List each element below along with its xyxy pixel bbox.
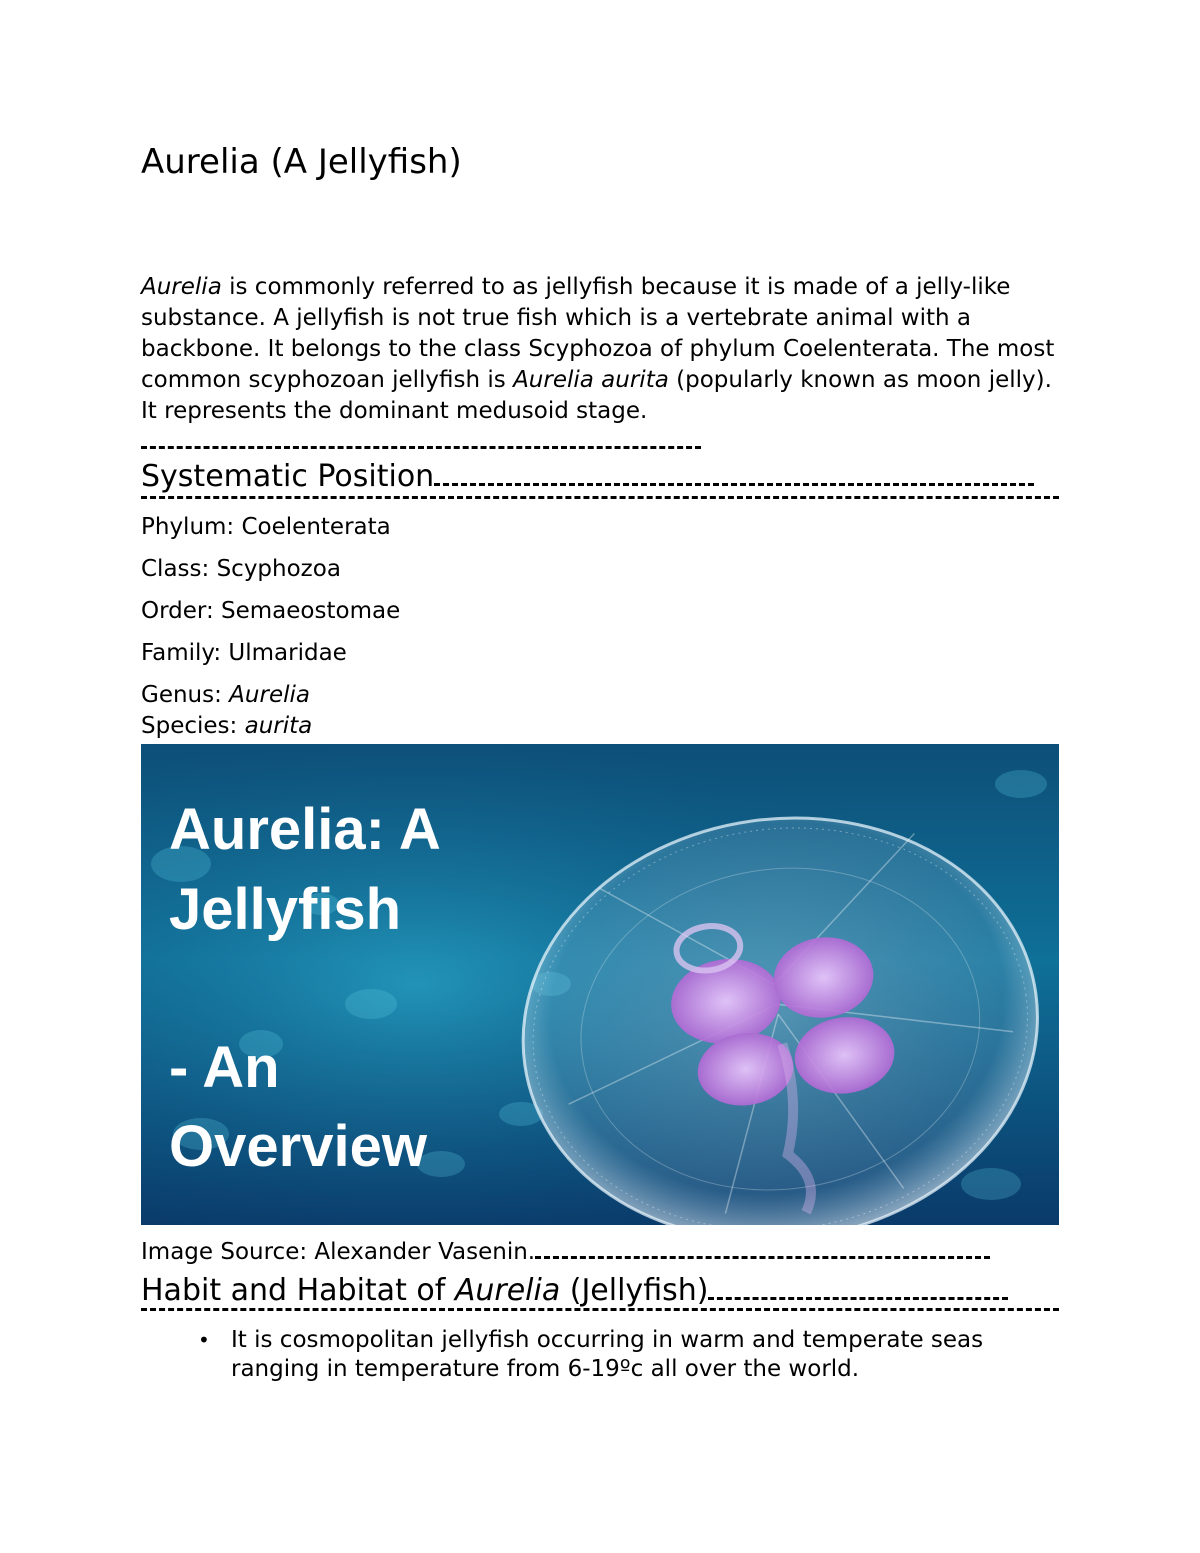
taxon-class-value: Scyphozoa (216, 556, 341, 582)
habitat-bottom-rule (141, 1308, 1059, 1311)
document-title: Aurelia (A Jellyfish) (141, 142, 462, 182)
taxon-phylum-value: Coelenterata (241, 514, 391, 540)
taxon-family (141, 638, 347, 669)
systematic-bottom-rule (141, 496, 1059, 499)
overlay-text-line-2: Jellyfish (169, 877, 402, 942)
taxon-family-label: Family: (141, 640, 229, 666)
systematic-heading-rule (434, 483, 1034, 486)
taxon-genus-label: Genus: (141, 682, 230, 708)
taxon-class (141, 554, 341, 585)
taxon-family-value: Ulmaridae (228, 640, 347, 666)
intro-term-aurelia: Aurelia (141, 274, 222, 300)
habitat-heading-suffix: (Jellyfish) (560, 1273, 709, 1308)
systematic-heading: Systematic Position (141, 459, 435, 494)
taxon-class-label: Class: (141, 556, 217, 582)
overlay-text-line-1: Aurelia: A (169, 797, 441, 862)
caption-dashed-rule (535, 1256, 990, 1259)
taxon-genus (141, 680, 310, 711)
habitat-heading-term: Aurelia (454, 1273, 561, 1308)
taxon-species-value: aurita (244, 713, 313, 739)
jellyfish-image (141, 744, 1059, 1225)
intro-text-1: is commonly referred to as jellyfish because it is made of a jelly-like substance. A jellyfish is not true fish which is a vertebrate animal with a backbone. It belongs to the class Scyphozoa of phylum Coelenterata. The most common scyphozoan jellyfish is (141, 274, 1055, 393)
image-caption-row (141, 1237, 1059, 1268)
taxon-phylum (141, 512, 391, 543)
taxon-species-label: Species: (141, 713, 245, 739)
habitat-heading-prefix: Habit and Habitat of (141, 1273, 455, 1308)
habitat-heading-rule (708, 1297, 1008, 1300)
taxon-order (141, 596, 400, 627)
intro-paragraph (141, 272, 1059, 458)
intro-term-aurelia-aurita: Aurelia aurita (513, 367, 669, 393)
taxon-species (141, 711, 312, 742)
image-caption: Image Source: Alexander Vasenin. (141, 1239, 536, 1265)
jellyfish-illustration (141, 744, 1059, 1225)
systematic-heading-row (141, 458, 1059, 496)
list-item (198, 1326, 1058, 1384)
bullet-text: It is cosmopolitan jellyfish occurring in warm and temperate seas ranging in temperature from 6-19ºc all over the world. (231, 1327, 984, 1382)
taxon-order-value: Semaeostomae (221, 598, 401, 624)
bullet-marker: • (198, 1328, 210, 1352)
overlay-text-line-3: - An (169, 1035, 280, 1100)
habitat-heading-row (141, 1272, 1059, 1310)
taxon-phylum-label: Phylum: (141, 514, 242, 540)
intro-dashed-rule (141, 446, 701, 449)
habitat-bullet-list (198, 1326, 1058, 1384)
intro-text-2: (popularly known as moon jelly). It represents the dominant medusoid stage. (141, 367, 1052, 424)
overlay-text-line-4: Overview (169, 1114, 427, 1179)
taxon-genus-value: Aurelia (229, 682, 310, 708)
taxon-order-label: Order: (141, 598, 222, 624)
